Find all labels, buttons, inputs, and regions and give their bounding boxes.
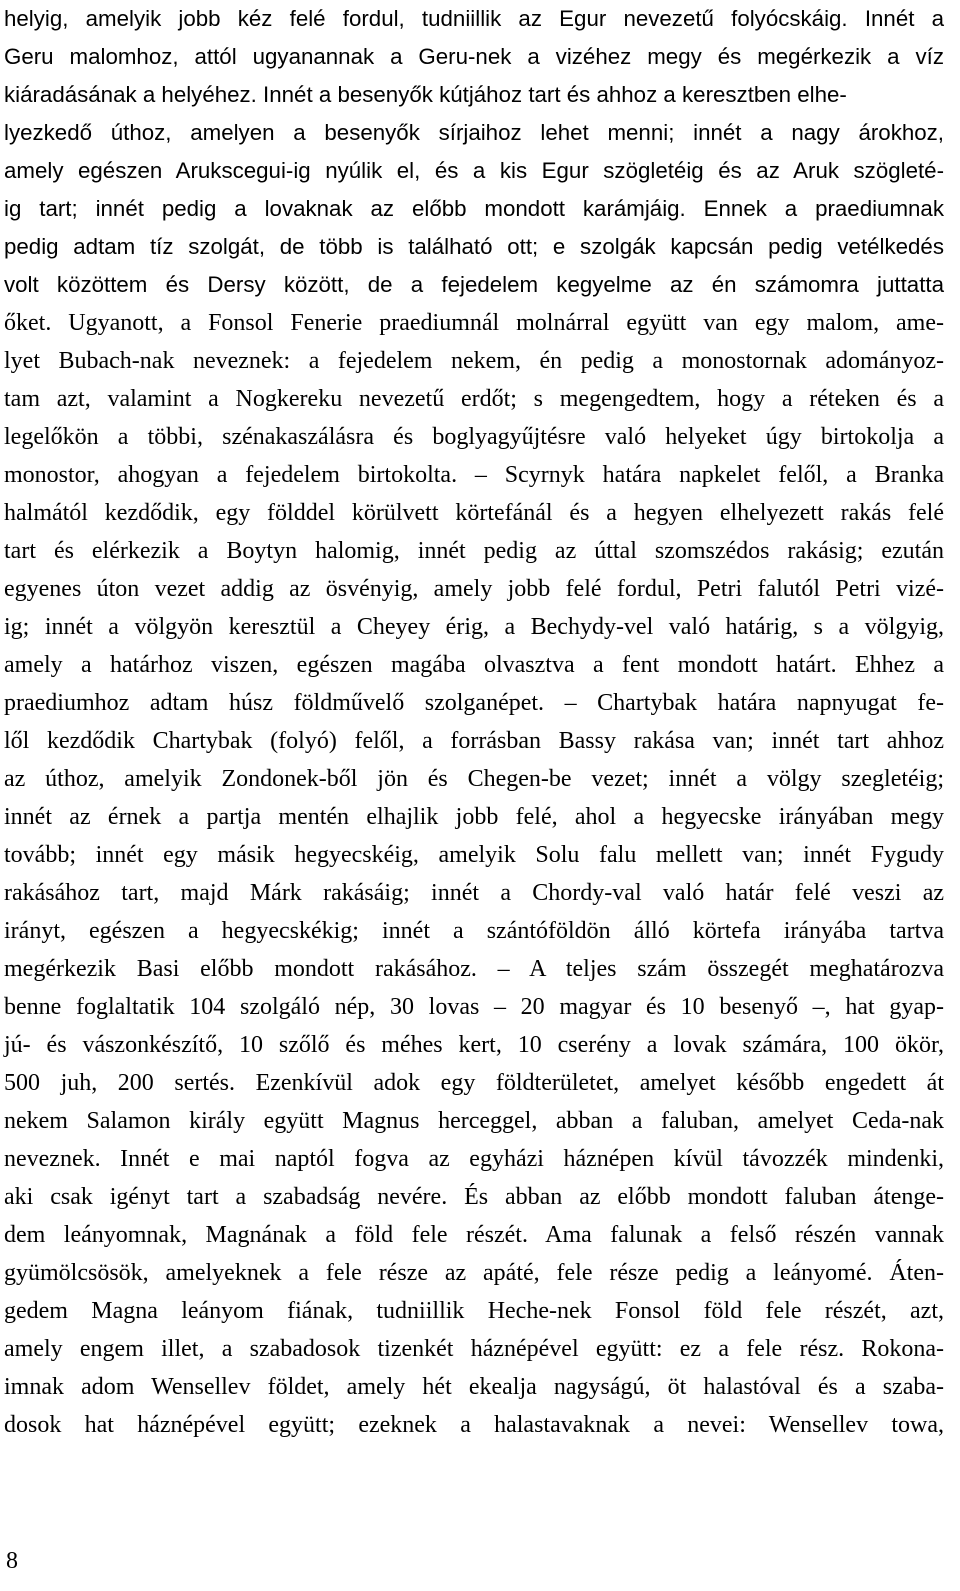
text-line: megérkezik Basi előbb mondott rakásához. – A teljes szám összegét meghatározva: [4, 956, 944, 982]
text-line: tovább; innét egy másik hegyecskéig, amelyik Solu falu mellett van; innét Fygudy: [4, 842, 944, 868]
text-line: 500 juh, 200 sertés. Ezenkívül adok egy földterületet, amelyet később engedett át: [4, 1070, 944, 1096]
text-line: dem leányomnak, Magnának a föld fele részét. Ama falunak a felső részén vannak: [4, 1222, 944, 1248]
text-line: nekem Salamon király együtt Magnus herceggel, abban a faluban, amelyet Ceda-nak: [4, 1108, 944, 1134]
text-line: dosok hat háznépével együtt; ezeknek a halastavaknak a nevei: Wensellev towa,: [4, 1412, 944, 1438]
text-line: legelőkön a többi, szénakaszálásra és boglyagyűjtésre való helyeket úgy birtokolja a: [4, 424, 944, 450]
text-line: benne foglaltatik 104 szolgáló nép, 30 lovas – 20 magyar és 10 besenyő –, hat gyap-: [4, 994, 944, 1020]
text-line: monostor, ahogyan a fejedelem birtokolta. – Scyrnyk határa napkelet felől, a Branka: [4, 462, 944, 488]
text-line: imnak adom Wensellev földet, amely hét ekealja nagyságú, öt halastóval és a szaba-: [4, 1374, 944, 1400]
text-line: ig; innét a völgyön keresztül a Cheyey érig, a Bechydy-vel való határig, s a völgyig,: [4, 614, 944, 640]
text-line: jú- és vászonkészítő, 10 szőlő és méhes kert, 10 cserény a lovak számára, 100 ökör,: [4, 1032, 944, 1058]
text-line: innét az érnek a partja mentén elhajlik jobb felé, ahol a hegyecske irányában megy: [4, 804, 944, 830]
text-line: az úthoz, amelyik Zondonek-ből jön és Chegen-be vezet; innét a völgy szegletéig;: [4, 766, 944, 792]
text-line: egyenes úton vezet addig az ösvényig, amely jobb felé fordul, Petri falutól Petri vizé-: [4, 576, 944, 602]
text-line: amely engem illet, a szabadosok tizenkét háznépével együtt: ez a fele rész. Rokona-: [4, 1336, 944, 1362]
text-line: rakásához tart, majd Márk rakásáig; innét a Chordy-val való határ felé veszi az: [4, 880, 944, 906]
text-line: gyümölcsösök, amelyeknek a fele része az apáté, fele része pedig a leányomé. Áten-: [4, 1260, 944, 1286]
text-line: neveznek. Innét e mai naptól fogva az egyházi háznépen kívül távozzék mindenki,: [4, 1146, 944, 1172]
text-line: praediumhoz adtam húsz földművelő szolganépet. – Chartybak határa napnyugat fe-: [4, 690, 944, 716]
document-page: [4, 0, 944, 1444]
text-line: volt közöttem és Dersy között, de a fejedelem kegyelme az én számomra juttatta: [4, 272, 944, 297]
text-line: lyezkedő úthoz, amelyen a besenyők sírjaihoz lehet menni; innét a nagy árokhoz,: [4, 120, 944, 145]
text-line: helyig, amelyik jobb kéz felé fordul, tudniillik az Egur nevezetű folyócskáig. Innét a: [4, 6, 944, 31]
text-line: lyet Bubach-nak neveznek: a fejedelem nekem, én pedig a monostornak adományoz-: [4, 348, 944, 374]
text-line: tart és elérkezik a Boytyn halomig, innét pedig az úttal szomszédos rakásig; ezután: [4, 538, 944, 564]
text-line: Geru malomhoz, attól ugyanannak a Geru-nek a vizéhez megy és megérkezik a víz: [4, 44, 944, 69]
text-line: pedig adtam tíz szolgát, de több is található ott; e szolgák kapcsán pedig vetélkedés: [4, 234, 944, 259]
text-line: lől kezdődik Chartybak (folyó) felől, a forrásban Bassy rakása van; innét tart ahhoz: [4, 728, 944, 754]
text-line: tam azt, valamint a Nogkereku nevezetű erdőt; s megengedtem, hogy a réteken és a: [4, 386, 944, 412]
text-line: amely egészen Arukscegui-ig nyúlik el, és a kis Egur szögletéig és az Aruk szögleté-: [4, 158, 944, 183]
text-line: ig tart; innét pedig a lovaknak az előbb mondott karámjáig. Ennek a praediumnak: [4, 196, 944, 221]
text-line: őket. Ugyanott, a Fonsol Fenerie praediumnál molnárral együtt van egy malom, ame-: [4, 310, 944, 336]
text-line: amely a határhoz viszen, egészen magába olvasztva a fent mondott határt. Ehhez a: [4, 652, 944, 678]
text-line: aki csak igényt tart a szabadság nevére. És abban az előbb mondott faluban átenge-: [4, 1184, 944, 1210]
page-number: 8: [6, 1548, 18, 1574]
text-line: kiáradásának a helyéhez. Innét a besenyők kútjához tart és ahhoz a keresztben elhe-: [4, 82, 847, 107]
text-line: gedem Magna leányom fiának, tudniillik Heche-nek Fonsol föld fele részét, azt,: [4, 1298, 944, 1324]
text-line: irányt, egészen a hegyecskékig; innét a szántóföldön álló körtefa irányába tartva: [4, 918, 944, 944]
text-line: halmától kezdődik, egy földdel körülvett körtefánál és a hegyen elhelyezett rakás felé: [4, 500, 944, 526]
